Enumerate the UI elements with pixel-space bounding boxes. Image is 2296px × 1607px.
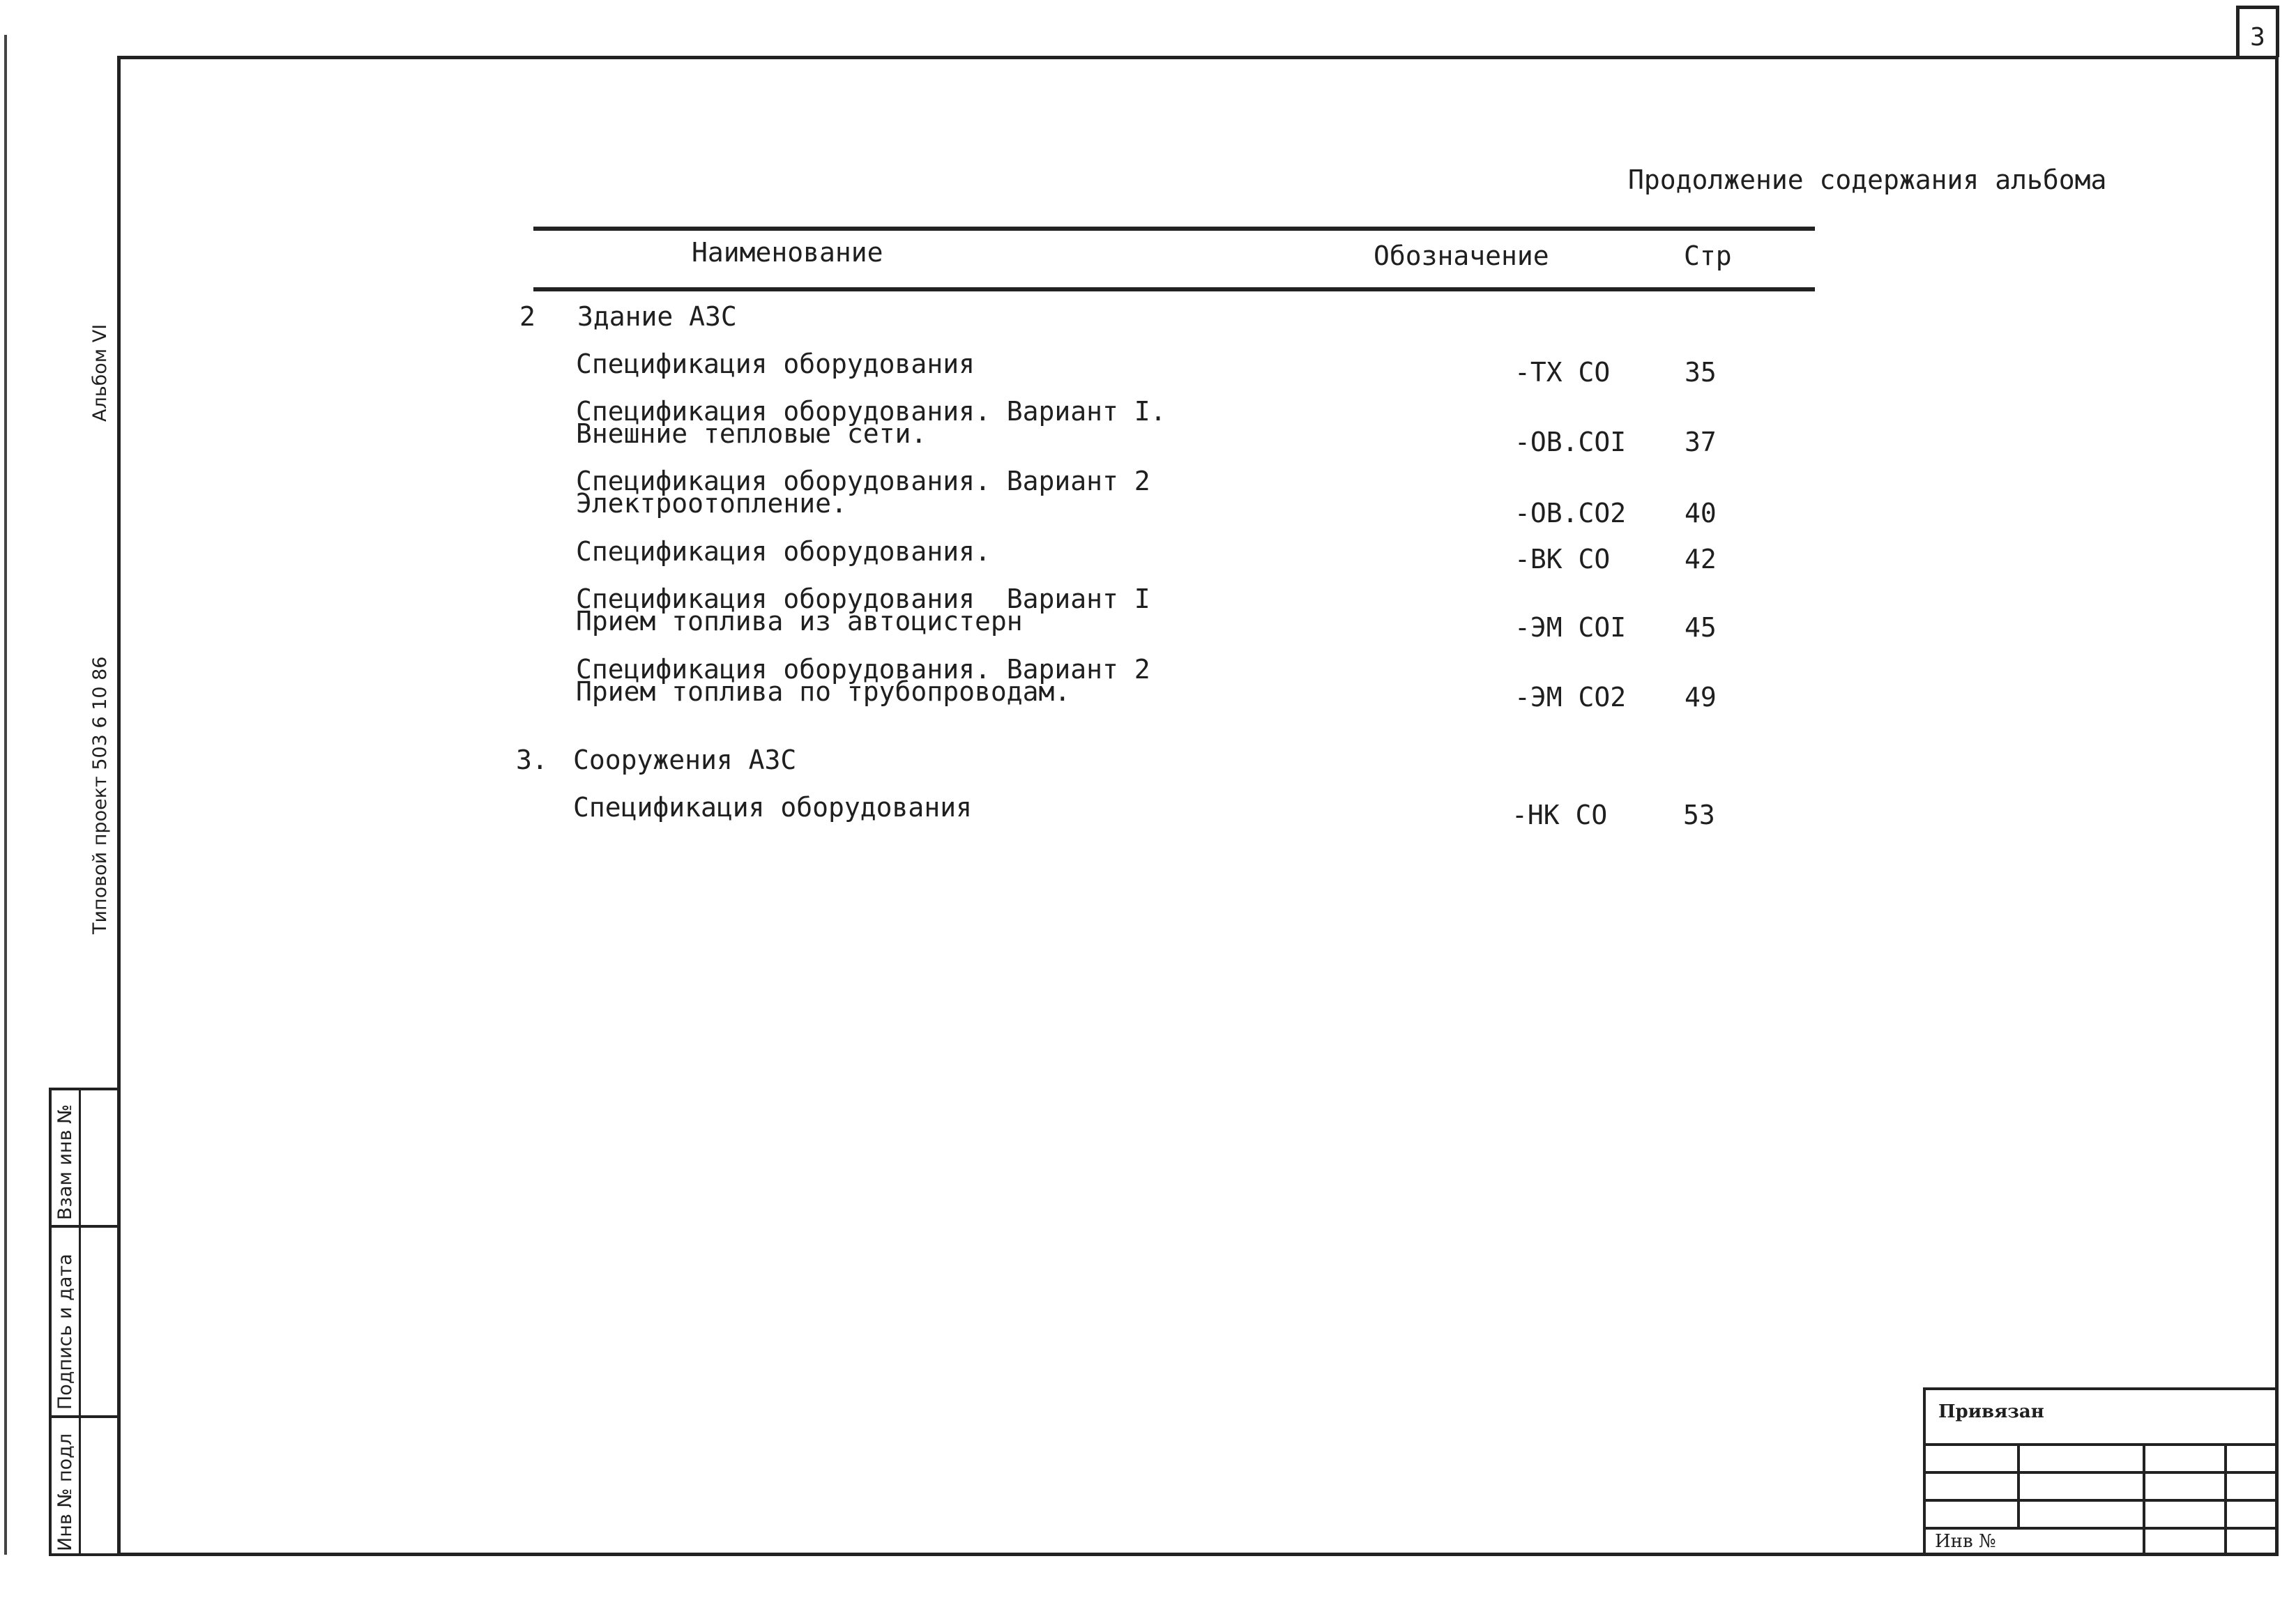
section-number: 3.	[516, 745, 548, 775]
page-title: Продолжение содержания альбома	[1628, 165, 2107, 195]
album-label: Альбом VI	[89, 323, 111, 422]
row-page: 45	[1685, 612, 1717, 643]
row-designation: -ЭМ СОI	[1514, 612, 1627, 643]
row-designation: -ТХ СО	[1514, 357, 1611, 388]
row-name: Спецификация оборудования.	[576, 536, 991, 567]
sheet-frame	[117, 56, 2279, 1556]
row-page: 37	[1685, 427, 1717, 457]
column-header-designation: Обозначение	[1374, 241, 1549, 271]
approval-strip-separator	[49, 1225, 117, 1228]
row-name: Спецификация оборудования. Вариант 2	[576, 466, 1150, 496]
row-designation: -НК СО	[1512, 800, 1608, 830]
column-header-name: Наименование	[692, 237, 883, 268]
row-name-continuation: Прием топлива по трубопроводам.	[576, 676, 1071, 707]
row-page: 53	[1683, 800, 1715, 830]
section-title: Здание АЗС	[577, 301, 737, 332]
stamp-bound-label: Привязан	[1938, 1401, 2044, 1422]
table-header-rule	[533, 287, 1815, 291]
row-name-continuation: Внешние тепловые сети.	[576, 418, 927, 449]
strip-cell-signature-date: Подпись и дата	[54, 1254, 76, 1410]
column-header-page: Стр	[1684, 241, 1732, 271]
table-top-rule	[533, 227, 1815, 231]
row-page: 35	[1685, 357, 1717, 388]
stamp-divider	[2017, 1445, 2020, 1528]
row-page: 49	[1685, 682, 1717, 713]
row-name-continuation: Электроотопление.	[576, 488, 847, 519]
row-page: 42	[1685, 544, 1717, 574]
row-designation: -ОВ.СОI	[1514, 427, 1627, 457]
section-number: 2	[519, 301, 535, 332]
row-name: Спецификация оборудования. Вариант 2	[576, 654, 1150, 685]
stamp-divider	[2143, 1445, 2145, 1556]
row-name-continuation: Прием топлива из автоцистерн	[576, 606, 1023, 637]
row-designation: -ВК СО	[1514, 544, 1611, 574]
row-designation: -ЭМ СО2	[1514, 682, 1627, 713]
section-title: Сооружения АЗС	[573, 745, 797, 775]
approval-strip-separator	[49, 1415, 117, 1418]
strip-cell-inv-number: Инв № подл	[54, 1433, 76, 1551]
row-designation: -ОВ.СО2	[1514, 498, 1627, 528]
row-name: Спецификация оборудования Вариант I	[576, 584, 1150, 614]
stamp-divider	[2224, 1445, 2227, 1556]
sheet-left-edge	[4, 35, 7, 1555]
row-name: Спецификация оборудования	[576, 349, 975, 379]
row-name: Спецификация оборудования. Вариант I.	[576, 396, 1166, 427]
row-name: Спецификация оборудования	[573, 792, 972, 823]
stamp-inv-label: Инв №	[1935, 1531, 1996, 1552]
strip-cell-replace-inv: Взам инв №	[54, 1104, 76, 1220]
row-page: 40	[1685, 498, 1717, 528]
project-label: Типовой проект 503 6 10 86	[89, 656, 111, 934]
page-number: 3	[2236, 6, 2279, 57]
